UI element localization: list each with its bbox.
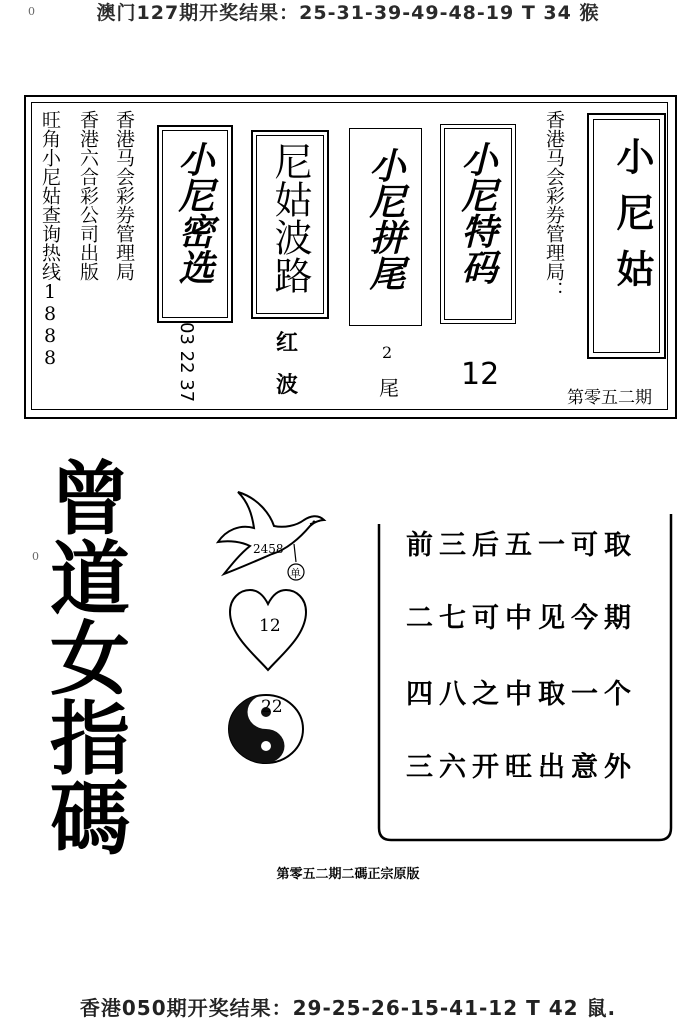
heart-number: 12 (259, 616, 281, 636)
wave-road-box (251, 130, 329, 319)
big-title-char: 曾 (50, 453, 130, 546)
publisher-column: 香港六合彩公司出版 (77, 110, 99, 281)
macau-result-banner: 澳门127期开奖结果：25-31-39-49-48-19 T 34 猴 (96, 2, 600, 24)
hotline-column: 旺角小尼姑查询热线1888 (39, 110, 61, 369)
big-title-char: 女 (50, 613, 130, 706)
poem-line: 四八之中取一个 (406, 679, 637, 710)
hongkong-result-banner: 香港050期开奖结果：29-25-26-15-41-12 T 42 鼠. (79, 996, 617, 1020)
secret-pick-value: 03 22 37 (176, 322, 197, 403)
big-title-char: 指 (50, 693, 130, 786)
dove-tag: 单 (290, 567, 301, 580)
issue-number: 第零五二期 (567, 388, 652, 408)
brand-box (587, 113, 666, 359)
dove-number: 2458 (253, 542, 284, 556)
authority-column: 香港马会彩券管理局 (113, 110, 135, 281)
poem-line: 前三后五一可取 (406, 530, 637, 561)
corner-mark-top: 0 (28, 5, 35, 18)
tail-unit: 尾 (379, 376, 399, 400)
secret-pick-title: 小尼密选 (173, 141, 215, 285)
tail-pick-box (349, 128, 422, 326)
poem-line: 三六开旺出意外 (406, 752, 637, 783)
brand-title: 小尼姑 (610, 137, 655, 305)
corner-mark-middle: 0 (32, 550, 39, 563)
special-pick-box (440, 124, 516, 324)
authority-column-right: 香港马会彩券管理局： (543, 110, 565, 300)
big-title-char: 道 (50, 533, 130, 626)
dove-icon (210, 484, 330, 584)
big-title-char: 碼 (50, 773, 130, 866)
wave-color-1: 红 (276, 330, 299, 356)
wave-color-2: 波 (276, 372, 299, 398)
wave-road-title: 尼姑波路 (268, 142, 312, 294)
secret-pick-box (157, 125, 233, 323)
tail-number: 2 (382, 343, 393, 362)
special-pick-value: 12 (461, 357, 500, 392)
edition-caption: 第零五二期二碼正宗原版 (276, 867, 420, 882)
big-title (50, 453, 146, 866)
poem-line: 二七可中见今期 (406, 603, 637, 634)
special-pick-title: 小尼特码 (456, 141, 498, 285)
yin-yang-number: 22 (261, 697, 283, 717)
tail-pick-title: 小尼拼尾 (364, 147, 406, 291)
